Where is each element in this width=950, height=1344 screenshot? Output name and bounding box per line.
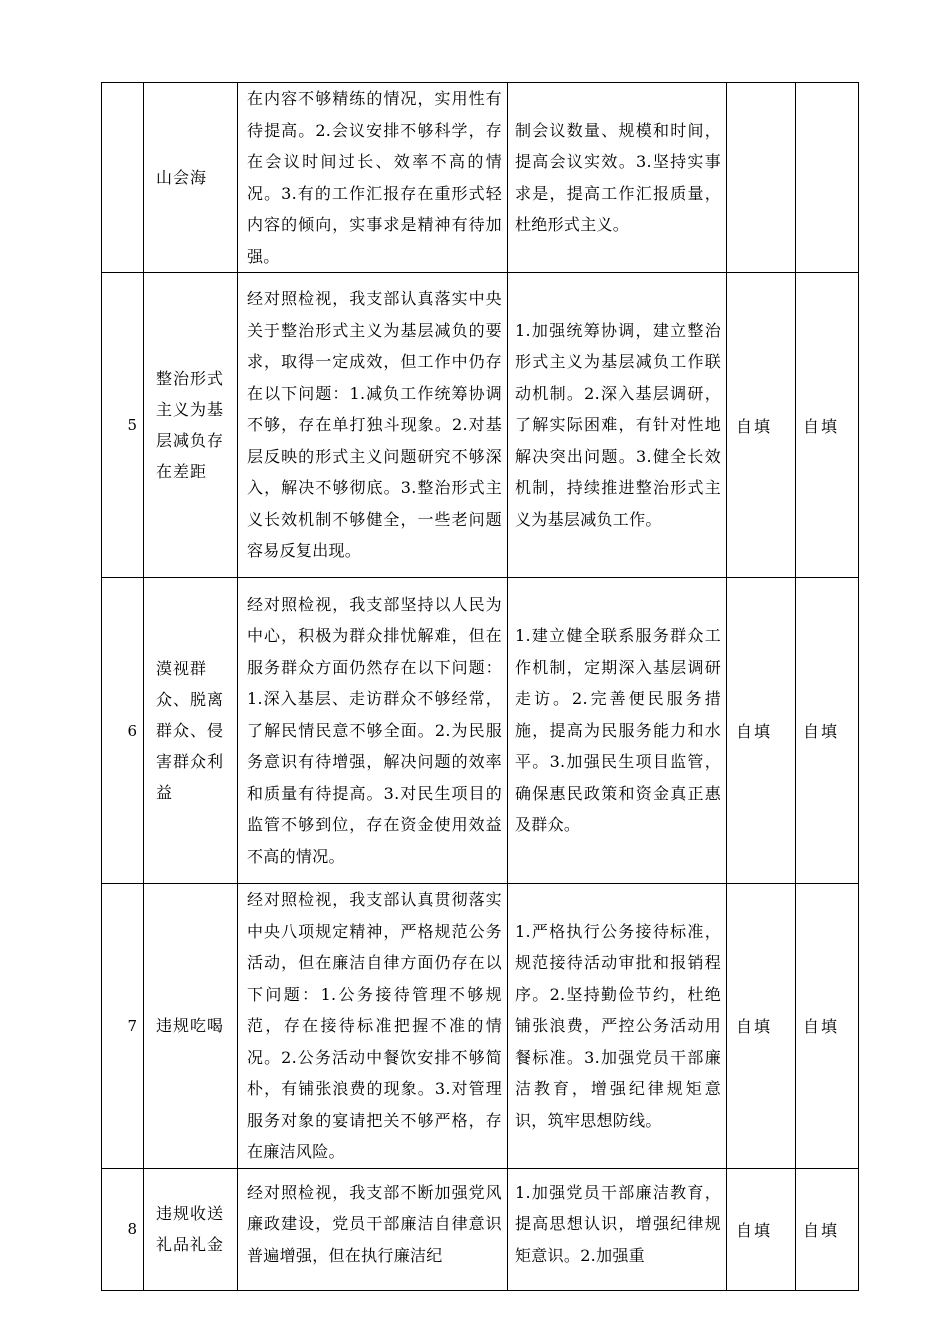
fill-cell: 自填 <box>727 578 796 884</box>
rectification-measures: 制会议数量、规模和时间，提高会议实效。3.坚持实事求是，提高工作汇报质量，杜绝形式主义。 <box>508 83 727 273</box>
problem-description: 经对照检视，我支部认真落实中央关于整治形式主义为基层减负的要求，取得一定成效，但工作中仍存在以下问题：1.减负工作统筹协调不够，存在单打独斗现象。2.对基层反映的形式主义问题研究不够深入，解决不够彻底。3.整治形式主义长效机制不够健全，一些老问题容易反复出现。 <box>238 273 508 578</box>
table-row <box>102 884 859 1169</box>
row-number: 8 <box>102 1168 144 1290</box>
row-number: 5 <box>102 273 144 578</box>
row-number: 7 <box>102 884 144 1169</box>
fill-cell: 自填 <box>727 273 796 578</box>
problem-description: 在内容不够精练的情况，实用性有待提高。2.会议安排不够科学，存在会议时间过长、效率不高的情况。3.有的工作汇报存在重形式轻内容的倾向，实事求是精神有待加强。 <box>238 83 508 273</box>
fill-cell: 自填 <box>796 273 859 578</box>
fill-cell: 自填 <box>727 1168 796 1290</box>
problem-topic: 整治形式主义为基层减负存在差距 <box>144 273 238 578</box>
table-row <box>102 578 859 884</box>
problem-topic: 违规吃喝 <box>144 884 238 1169</box>
rectification-measures: 1.加强党员干部廉洁教育，提高思想认识，增强纪律规矩意识。2.加强重 <box>508 1168 727 1290</box>
row-number <box>102 83 144 273</box>
problem-topic: 山会海 <box>144 83 238 273</box>
table-row <box>102 273 859 578</box>
rectification-measures: 1.严格执行公务接待标准，规范接待活动审批和报销程序。2.坚持勤俭节约，杜绝铺张浪费，严控公务活动用餐标准。3.加强党员干部廉洁教育，增强纪律规矩意识，筑牢思想防线。 <box>508 884 727 1169</box>
rectification-measures: 1.加强统筹协调，建立整治形式主义为基层减负工作联动机制。2.深入基层调研，了解实际困难，有针对性地解决突出问题。3.健全长效机制，持续推进整治形式主义为基层减负工作。 <box>508 273 727 578</box>
fill-cell <box>796 83 859 273</box>
fill-cell: 自填 <box>796 884 859 1169</box>
fill-cell <box>727 83 796 273</box>
rectification-table <box>101 82 859 1291</box>
table-row <box>102 83 859 273</box>
problem-topic: 漠视群众、脱离群众、侵害群众利益 <box>144 578 238 884</box>
problem-description: 经对照检视，我支部认真贯彻落实中央八项规定精神，严格规范公务活动，但在廉洁自律方面仍存在以下问题：1.公务接待管理不够规范，存在接待标准把握不准的情况。2.公务活动中餐饮安排不够简朴，有铺张浪费的现象。3.对管理服务对象的宴请把关不够严格，存在廉洁风险。 <box>238 884 508 1169</box>
row-number: 6 <box>102 578 144 884</box>
problem-topic: 违规收送礼品礼金 <box>144 1168 238 1290</box>
fill-cell: 自填 <box>796 578 859 884</box>
rectification-measures: 1.建立健全联系服务群众工作机制，定期深入基层调研走访。2.完善便民服务措施，提高为民服务能力和水平。3.加强民生项目监管，确保惠民政策和资金真正惠及群众。 <box>508 578 727 884</box>
problem-description: 经对照检视，我支部坚持以人民为中心，积极为群众排忧解难，但在服务群众方面仍然存在以下问题：1.深入基层、走访群众不够经常，了解民情民意不够全面。2.为民服务意识有待增强，解决问题的效率和质量有待提高。3.对民生项目的监管不够到位，存在资金使用效益不高的情况。 <box>238 578 508 884</box>
fill-cell: 自填 <box>727 884 796 1169</box>
problem-description: 经对照检视，我支部不断加强党风廉政建设，党员干部廉洁自律意识普遍增强，但在执行廉洁纪 <box>238 1168 508 1290</box>
table-row <box>102 1168 859 1290</box>
fill-cell: 自填 <box>796 1168 859 1290</box>
